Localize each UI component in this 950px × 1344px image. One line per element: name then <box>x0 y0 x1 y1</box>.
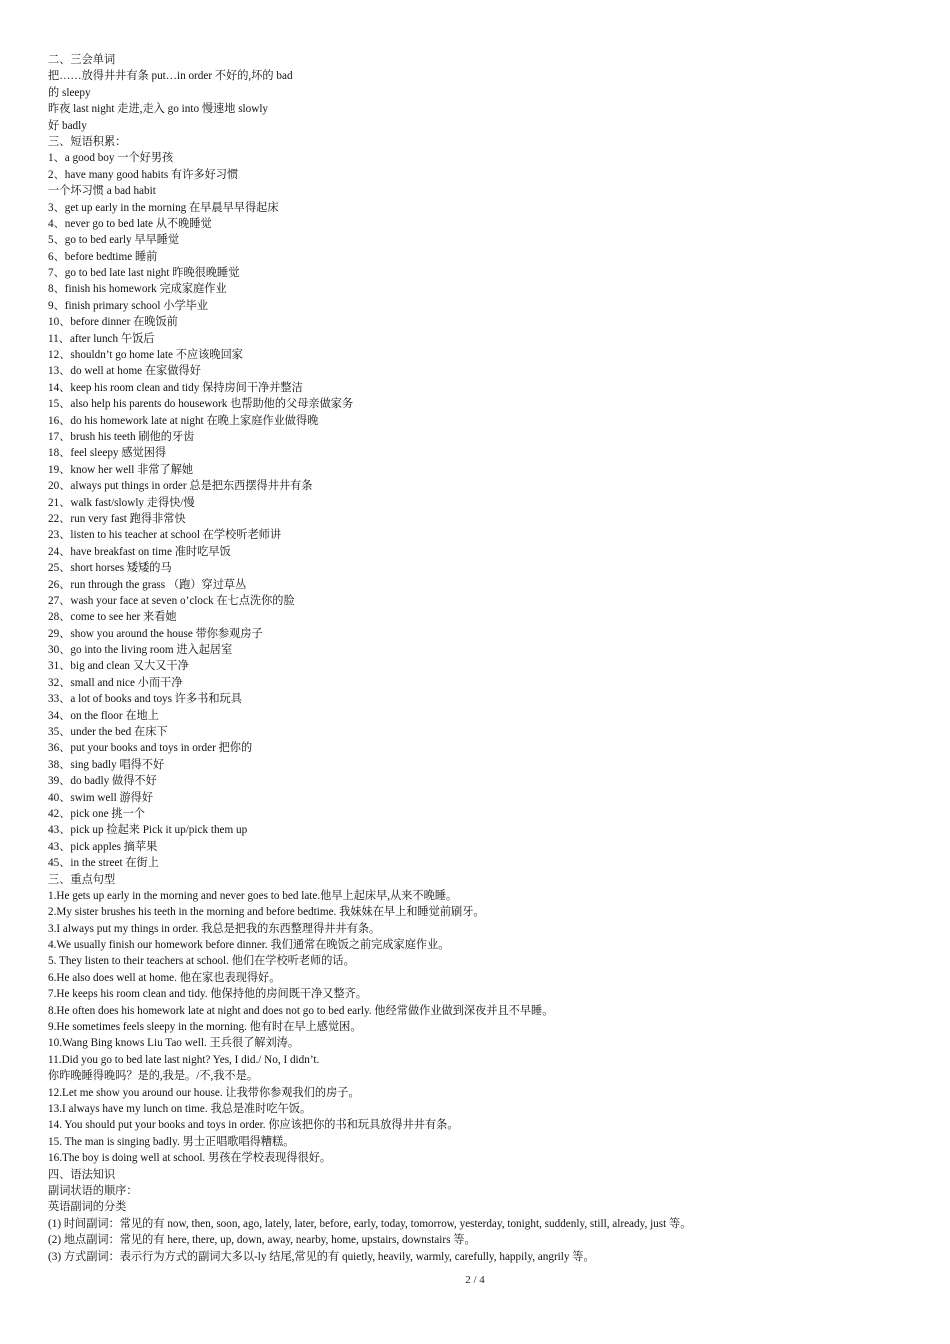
text-line: 3.I always put my things in order. 我总是把我的东西整理得井井有条。 <box>48 922 381 935</box>
text-line: 29、show you around the house 带你参观房子 <box>48 627 263 640</box>
text-line: 16.The boy is doing well at school. 男孩在学校表现得很好。 <box>48 1152 332 1165</box>
text-line: 3、get up early in the morning 在早晨早早得起床 <box>48 201 279 214</box>
text-line: 9.He sometimes feels sleepy in the morning. 他有时在早上感觉困。 <box>48 1021 362 1034</box>
text-line: 一个坏习惯 a bad habit <box>48 185 156 198</box>
text-line: 23、listen to his teacher at school 在学校听老师讲 <box>48 529 282 542</box>
text-line: 17、brush his teeth 刷他的牙齿 <box>48 430 195 443</box>
text-line: 10、before dinner 在晚饭前 <box>48 316 178 329</box>
text-line: 11.Did you go to bed late last night? Yes, I did./ No, I didn’t. <box>48 1053 320 1066</box>
text-line: (3) 方式副词：表示行为方式的副词大多以-ly 结尾,常见的有 quietly, heavily, warmly, carefully, happily, angrily 等。 <box>48 1250 595 1263</box>
text-line: 你昨晚睡得晚吗？是的,我是。/不,我不是。 <box>48 1070 259 1083</box>
text-line: 32、small and nice 小而干净 <box>48 676 183 689</box>
page-number: 2 / 4 <box>465 1274 485 1286</box>
text-line: 26、run through the grass （跑）穿过草丛 <box>48 578 247 591</box>
text-line: 25、short horses 矮矮的马 <box>48 562 172 575</box>
text-line: 2.My sister brushes his teeth in the morning and before bedtime. 我妹妹在早上和睡觉前刷牙。 <box>48 906 485 919</box>
text-line: 36、put your books and toys in order 把你的 <box>48 742 253 755</box>
text-line: 43、pick apples 摘苹果 <box>48 840 158 853</box>
text-line: 31、big and clean 又大又干净 <box>48 660 189 673</box>
text-line: 4、never go to bed late 从不晚睡觉 <box>48 217 212 230</box>
text-line: 13.I always have my lunch on time. 我总是准时吃午饭。 <box>48 1103 312 1115</box>
text-line: 的 sleepy <box>48 86 91 99</box>
text-line: 2、have many good habits 有许多好习惯 <box>48 168 239 181</box>
text-line: 四、语法知识 <box>48 1168 116 1181</box>
text-line: 12.Let me show you around our house. 让我带你参观我们的房子。 <box>48 1086 360 1099</box>
text-line: 40、swim well 游得好 <box>48 791 154 804</box>
text-line: 1、a good boy 一个好男孩 <box>48 152 174 165</box>
text-line: 21、walk fast/slowly 走得快/慢 <box>48 496 195 509</box>
text-line: 6、before bedtime 睡前 <box>48 250 158 263</box>
text-line: 14. You should put your books and toys in order. 你应该把你的书和玩具放得井井有条。 <box>48 1119 459 1132</box>
text-line: 7.He keeps his room clean and tidy. 他保持他的房间既干净又整齐。 <box>48 988 368 1001</box>
document-body <box>48 52 918 1265</box>
text-line: 1.He gets up early in the morning and never goes to bed late.他早上起床早,从来不晚睡。 <box>48 889 458 902</box>
text-line: 把……放得井井有条 put…in order 不好的,坏的 bad <box>48 70 293 83</box>
text-line: 4.We usually finish our homework before dinner. 我们通常在晚饭之前完成家庭作业。 <box>48 939 450 952</box>
text-line: 7、go to bed late last night 昨晚很晚睡觉 <box>48 267 240 280</box>
text-line: 16、do his homework late at night 在晚上家庭作业做得晚 <box>48 414 319 427</box>
text-line: 27、wash your face at seven o’clock 在七点洗你的脸 <box>48 594 295 607</box>
text-line: (1) 时间副词：常见的有 now, then, soon, ago, lately, later, before, early, today, tomorrow, yesterday, tonight, suddenly, still, already, just 等。 <box>48 1217 692 1230</box>
text-line: 20、always put things in order 总是把东西摆得井井有条 <box>48 480 313 493</box>
text-line: 38、sing badly 唱得不好 <box>48 758 165 771</box>
text-line: 8.He often does his homework late at night and does not go to bed early. 他经常做作业做到深夜并且不早睡。 <box>48 1004 554 1017</box>
text-line: 15、also help his parents do housework 也帮助他的父母亲做家务 <box>48 398 354 411</box>
text-line: 43、pick up 捡起来 Pick it up/pick them up <box>48 824 248 837</box>
text-line: 12、shouldn’t go home late 不应该晚回家 <box>48 349 243 362</box>
text-line: (2) 地点副词：常见的有 here, there, up, down, away, nearby, home, upstairs, downstairs 等。 <box>48 1234 476 1247</box>
text-line: 22、run very fast 跑得非常快 <box>48 512 186 525</box>
text-line: 好 badly <box>48 119 87 132</box>
text-line: 19、know her well 非常了解她 <box>48 463 194 476</box>
text-line: 三、短语积累： <box>48 135 127 148</box>
text-line: 英语副词的分类 <box>48 1201 127 1214</box>
text-line: 9、finish primary school 小学毕业 <box>48 299 209 312</box>
text-line: 45、in the street 在街上 <box>48 857 159 870</box>
text-line: 5、go to bed early 早早睡觉 <box>48 234 180 247</box>
text-line: 昨夜 last night 走进,走入 go into 慢速地 slowly <box>48 103 269 116</box>
text-line: 二、三会单词 <box>48 54 116 66</box>
text-line: 18、feel sleepy 感觉困得 <box>48 447 167 460</box>
text-line: 24、have breakfast on time 准时吃早饭 <box>48 545 231 558</box>
text-line: 30、go into the living room 进入起居室 <box>48 644 233 657</box>
text-line: 13、do well at home 在家做得好 <box>48 365 201 378</box>
text-line: 6.He also does well at home. 他在家也表现得好。 <box>48 971 281 984</box>
text-line: 副词状语的顺序： <box>48 1184 138 1197</box>
text-line: 15. The man is singing badly. 男士正唱歌唱得糟糕。 <box>48 1135 295 1148</box>
text-line: 8、finish his homework 完成家庭作业 <box>48 283 227 296</box>
text-line: 33、a lot of books and toys 许多书和玩具 <box>48 693 242 706</box>
text-line: 34、on the floor 在地上 <box>48 709 159 722</box>
text-line: 11、after lunch 午饭后 <box>48 332 155 345</box>
text-line: 35、under the bed 在床下 <box>48 726 168 739</box>
text-line: 三、重点句型 <box>48 873 116 886</box>
text-line: 5. They listen to their teachers at school. 他们在学校听老师的话。 <box>48 955 355 968</box>
text-line: 39、do badly 做得不好 <box>48 775 157 788</box>
text-line: 28、come to see her 来看她 <box>48 611 177 624</box>
text-line: 42、pick one 挑一个 <box>48 807 145 820</box>
text-line: 14、keep his room clean and tidy 保持房间干净并整洁 <box>48 381 303 394</box>
text-line: 10.Wang Bing knows Liu Tao well. 王兵很了解刘涛。 <box>48 1037 300 1050</box>
